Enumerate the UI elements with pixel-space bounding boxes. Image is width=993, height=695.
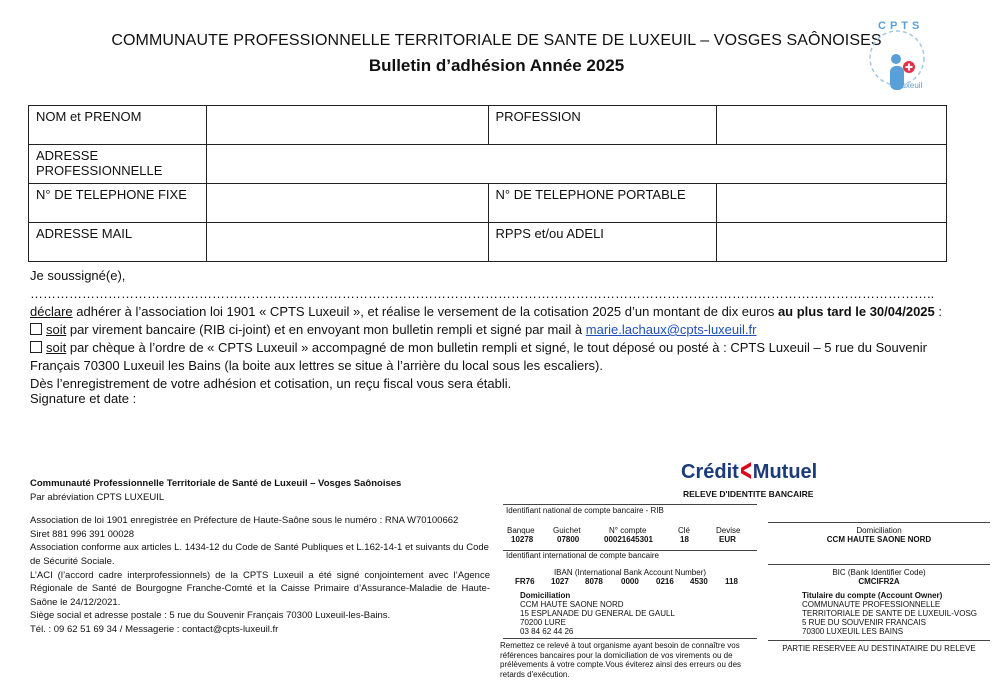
option-cheque-soit: soit bbox=[46, 340, 67, 355]
footer-siret: Siret 881 996 391 00028 bbox=[30, 528, 135, 540]
logo-text-bottom: Luxeuil bbox=[897, 81, 923, 90]
footer-articles: Association conforme aux articles L. 1434-12 du Code de Santé Publiques et L.162-14-1 et suivants du Code de Sécurité Sociale. bbox=[30, 542, 489, 567]
label-nom-prenom: NOM et PRENOM bbox=[29, 106, 207, 145]
rib-v-devise: EUR bbox=[719, 535, 736, 544]
logo-text-top: CPTS bbox=[878, 20, 924, 32]
iban-part-6: 4530 bbox=[690, 577, 708, 586]
field-rpps[interactable] bbox=[717, 223, 947, 262]
rib-title: RELEVE D'IDENTITE BANCAIRE bbox=[683, 489, 814, 499]
rib-reserve: PARTIE RESERVEE AU DESTINATAIRE DU RELEVE bbox=[782, 644, 976, 653]
rib-bic-label: BIC (Bank Identifier Code) bbox=[832, 568, 926, 577]
receipt-note: Dès l’enregistrement de votre adhésion et cotisation, un reçu fiscal vous sera établi. bbox=[30, 376, 512, 391]
footer-legal bbox=[30, 477, 490, 637]
page-title: COMMUNAUTE PROFESSIONNELLE TERRITORIALE DE SANTE DE LUXEUIL – VOSGES SAÔNOISES bbox=[111, 32, 882, 49]
domic-l1: CCM HAUTE SAONE NORD bbox=[520, 600, 624, 609]
owner-l3: 5 RUE DU SOUVENIR FRANCAIS bbox=[802, 618, 927, 627]
rib-note: Remettez ce relevé à tout organisme ayant besoin de connaître vos références bancaires pour la domiciliation de vos virements ou de prélèvements à votre compte.Vous éviterez ainsi des erreurs ou des retards d'exécution. bbox=[500, 641, 742, 679]
rib-h-devise: Devise bbox=[716, 526, 741, 535]
bank-name-b: Mutuel bbox=[752, 461, 818, 483]
deadline-text: au plus tard le 30/04/2025 bbox=[777, 304, 935, 319]
checkbox-virement[interactable] bbox=[30, 323, 42, 335]
footer-abbr: Par abréviation CPTS LUXEUIL bbox=[30, 491, 165, 503]
label-adresse-mail: ADRESSE MAIL bbox=[29, 223, 207, 262]
label-profession: PROFESSION bbox=[488, 106, 717, 145]
membership-form-table bbox=[28, 105, 947, 262]
checkbox-cheque[interactable] bbox=[30, 341, 42, 353]
rib-owner bbox=[802, 591, 977, 636]
rib-v-compte: 00021645301 bbox=[604, 535, 653, 544]
domic-l4: 03 84 62 44 26 bbox=[520, 627, 574, 636]
field-adresse-pro[interactable] bbox=[206, 145, 946, 184]
option-virement-text: par virement bancaire (RIB ci-joint) et en envoyant mon bulletin rempli et signé par mail à bbox=[66, 322, 586, 337]
credit-mutuel-logo bbox=[681, 461, 817, 484]
field-nom-prenom[interactable] bbox=[206, 106, 488, 145]
declaration-text-part: adhérer à l’association loi 1901 « CPTS Luxeuil », et réalise le versement de la cotisation 2025 d’un montant de dix euros bbox=[72, 304, 778, 319]
iban-part-3: 8078 bbox=[585, 577, 603, 586]
rib-h-compte: N° compte bbox=[609, 526, 647, 535]
rib-v-guichet: 07800 bbox=[557, 535, 580, 544]
footer-contact: Tél. : 09 62 51 69 34 / Messagerie : contact@cpts-luxeuil.fr bbox=[30, 623, 279, 635]
rib-domiciliation bbox=[520, 591, 675, 636]
rib-bic: CMCIFR2A bbox=[858, 577, 900, 586]
email-link[interactable]: marie.lachaux@cpts-luxeuil.fr bbox=[585, 322, 757, 337]
rib-national-label: Identifiant national de compte bancaire - RIB bbox=[506, 506, 664, 515]
label-rpps: RPPS et/ou ADELI bbox=[488, 223, 717, 262]
rib-v-banque: 10278 bbox=[511, 535, 534, 544]
domic-l2: 15 ESPLANADE DU GENERAL DE GAULL bbox=[520, 609, 675, 618]
bank-logo-mark bbox=[740, 464, 752, 478]
rib-dom-value: CCM HAUTE SAONE NORD bbox=[826, 535, 932, 544]
label-adresse-pro: ADRESSE PROFESSIONNELLE bbox=[29, 145, 207, 184]
bank-name-a: Crédit bbox=[681, 461, 739, 483]
option-virement bbox=[30, 321, 970, 339]
field-tel-portable[interactable] bbox=[717, 184, 947, 223]
declaration-line-1: Je soussigné(e), ……………………………………………………………………………………………………………………………………………………………………………………….. bbox=[30, 268, 935, 301]
declare-word: déclare bbox=[30, 304, 73, 319]
footer-rna: Association de loi 1901 enregistrée en Préfecture de Haute-Saône sous le numéro : RNA W70100662 bbox=[30, 515, 459, 527]
declaration-line-2 bbox=[30, 303, 970, 321]
rib-dom-label: Domiciliation bbox=[856, 526, 902, 535]
field-tel-fixe[interactable] bbox=[206, 184, 488, 223]
rib-h-banque: Banque bbox=[507, 526, 535, 535]
option-virement-soit: soit bbox=[46, 322, 67, 337]
page-subtitle: Bulletin d’adhésion Année 2025 bbox=[368, 56, 625, 75]
domic-title: Domiciliation bbox=[520, 591, 571, 600]
label-tel-fixe: N° DE TELEPHONE FIXE bbox=[29, 184, 207, 223]
iban-part-1: FR76 bbox=[515, 577, 535, 586]
rib-iban-label: IBAN (International Bank Account Number) bbox=[553, 568, 707, 577]
iban-part-4: 0000 bbox=[621, 577, 639, 586]
rib-h-cle: Clé bbox=[678, 526, 691, 535]
field-profession[interactable] bbox=[717, 106, 947, 145]
owner-l1: COMMUNAUTE PROFESSIONNELLE bbox=[802, 600, 941, 609]
declaration-colon: : bbox=[934, 304, 942, 319]
declaration-text bbox=[30, 267, 970, 393]
rib-intl-label: Identifiant international de compte bancaire bbox=[506, 551, 659, 560]
footer-aci: L’ACI (l’accord cadre interprofessionnels) de la CPTS Luxeuil a été signé conjointement avec l’Agence Régionale de Santé de Bourgogne Franche-Comté et la Caisse Primaire d’Assurance-Maladie de Haute-Saône le 24/12/2021. bbox=[30, 569, 490, 608]
option-cheque-text: par chèque à l’ordre de « CPTS Luxeuil » accompagné de mon bulletin rempli et signé, le tout déposé ou posté à : CPTS Luxeuil – 5 rue du Souvenir Français 70300 Luxeuil les Bains (la boite aux lettres se situe à l’arrière du local sous les escaliers). bbox=[30, 340, 927, 373]
footer-siege: Siège social et adresse postale : 5 rue du Souvenir Français 70300 Luxeuil-les-Bains. bbox=[30, 610, 391, 622]
iban-part-7: 118 bbox=[725, 577, 738, 586]
domic-l3: 70200 LURE bbox=[520, 618, 566, 627]
rib-h-guichet: Guichet bbox=[553, 526, 581, 535]
iban-part-5: 0216 bbox=[656, 577, 674, 586]
option-cheque bbox=[30, 339, 970, 375]
label-tel-portable: N° DE TELEPHONE PORTABLE bbox=[488, 184, 717, 223]
signature-label: Signature et date : bbox=[30, 391, 137, 406]
owner-l2: TERRITORIALE DE SANTE DE LUXEUIL-VOSG bbox=[802, 609, 978, 618]
field-adresse-mail[interactable] bbox=[206, 223, 488, 262]
rib-v-cle: 18 bbox=[680, 535, 689, 544]
iban-part-2: 1027 bbox=[551, 577, 569, 586]
footer-org: Communauté Professionnelle Territoriale de Santé de Luxeuil – Vosges Saônoises bbox=[30, 478, 402, 489]
owner-l4: 70300 LUXEUIL LES BAINS bbox=[802, 627, 904, 636]
owner-title: Titulaire du compte (Account Owner) bbox=[802, 591, 943, 600]
